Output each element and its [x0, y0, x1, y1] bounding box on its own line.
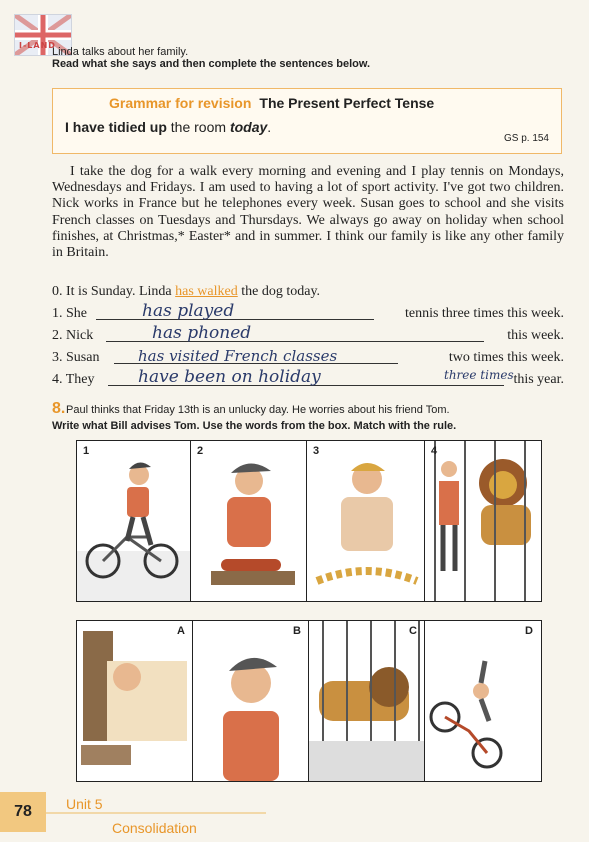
grammar-title: [109, 95, 434, 111]
boy-falling-off-bicycle-icon: [425, 621, 541, 781]
grammar-topic: The Present Perfect Tense: [259, 95, 435, 111]
crying-boy-icon: [193, 621, 309, 781]
task7-intro: [52, 46, 370, 70]
section-label: Consolidation: [112, 820, 197, 836]
picture-c-caged-lion: [308, 620, 426, 782]
task8-number: 8.: [52, 400, 66, 417]
boy-riding-bicycle-icon: [77, 441, 191, 601]
logo-text: I-LAND: [19, 41, 56, 50]
item-tail: this week.: [507, 328, 564, 343]
item-tail: this year.: [513, 372, 564, 387]
example-end: the dog today.: [237, 284, 321, 299]
handwritten-answer: has visited French classes: [138, 347, 338, 365]
picture-b-crying-boy: [192, 620, 310, 782]
example-answer: has walked: [175, 284, 238, 299]
example-start: 0. It is Sunday. Linda: [52, 284, 176, 299]
page-number: 78: [0, 792, 46, 832]
item-tail: tennis three times this week.: [404, 306, 564, 321]
grammar-example-time: today: [229, 119, 268, 135]
picture-label: 3: [313, 445, 320, 457]
item-tail: two times this week.: [448, 350, 564, 365]
item-label: 1. She: [52, 306, 87, 321]
exercise-item-1: [52, 302, 564, 324]
boy-eating-icon: [307, 441, 425, 601]
item-label: 3. Susan: [52, 350, 100, 365]
picture-label: A: [177, 625, 185, 637]
exercise-item-3: [52, 346, 564, 368]
picture-3-eating: [306, 440, 426, 602]
grammar-example: [65, 119, 271, 135]
example-sentence: [52, 284, 320, 300]
reading-passage: I take the dog for a walk every morning and evening and I play tennis on Mondays, Wednesdays and Fridays. I am used to having a lot of sport activity. I've got two children. Nick works in France but he telephones every week. Susan goes to school and she visits French classes on Tuesdays and Thursdays. We always go away on holiday when school finishes, at Christmas,* Easter* and in summer. I think our family is like any other family in Britain.: [52, 164, 564, 261]
footer-stripe: [46, 812, 266, 814]
sick-boy-in-bed-icon: [77, 621, 193, 781]
exercise-item-2: [52, 324, 564, 346]
grammar-example-object: the room: [166, 119, 230, 135]
boy-cutting-sausage-icon: [191, 441, 307, 601]
picture-label: B: [293, 625, 301, 637]
picture-a-sick-boy: [76, 620, 194, 782]
picture-label: D: [525, 625, 533, 637]
picture-label: C: [409, 625, 417, 637]
task8-instruction: Write what Bill advises Tom. Use the words from the box. Match with the rule.: [52, 420, 457, 432]
lion-in-cage-icon: [309, 621, 425, 781]
picture-2-cutting: [190, 440, 308, 602]
picture-label: 1: [83, 445, 90, 457]
picture-1-cyclist: [76, 440, 192, 602]
handwritten-answer: has phoned: [152, 323, 252, 343]
picture-label: 2: [197, 445, 204, 457]
task8-intro: Paul thinks that Friday 13th is an unlucky day. He worries about his friend Tom.: [66, 404, 450, 416]
boy-and-lion-icon: [425, 441, 541, 601]
grammar-example-period: .: [267, 119, 272, 135]
exercise-item-4: [52, 368, 564, 390]
grammar-example-verb: I have tidied up: [65, 119, 167, 135]
handwritten-extra: three times: [444, 368, 514, 382]
handwritten-answer: has played: [142, 301, 235, 321]
grammar-reference: GS p. 154: [503, 133, 549, 144]
grammar-box: [52, 88, 562, 154]
picture-label: 4: [431, 445, 438, 457]
task7-instruction: Read what she says and then complete the sentences below.: [52, 58, 371, 70]
answer-blank[interactable]: [96, 319, 374, 320]
item-label: 2. Nick: [52, 328, 94, 343]
handwritten-answer: have been on holiday: [138, 367, 321, 387]
picture-4-lion: [424, 440, 542, 602]
item-label: 4. They: [52, 372, 95, 387]
picture-d-falling-cyclist: [424, 620, 542, 782]
grammar-label: Grammar for revision: [109, 95, 252, 111]
unit-label: Unit 5: [66, 796, 103, 812]
task7-intro-text: Linda talks about her family.: [52, 46, 189, 58]
